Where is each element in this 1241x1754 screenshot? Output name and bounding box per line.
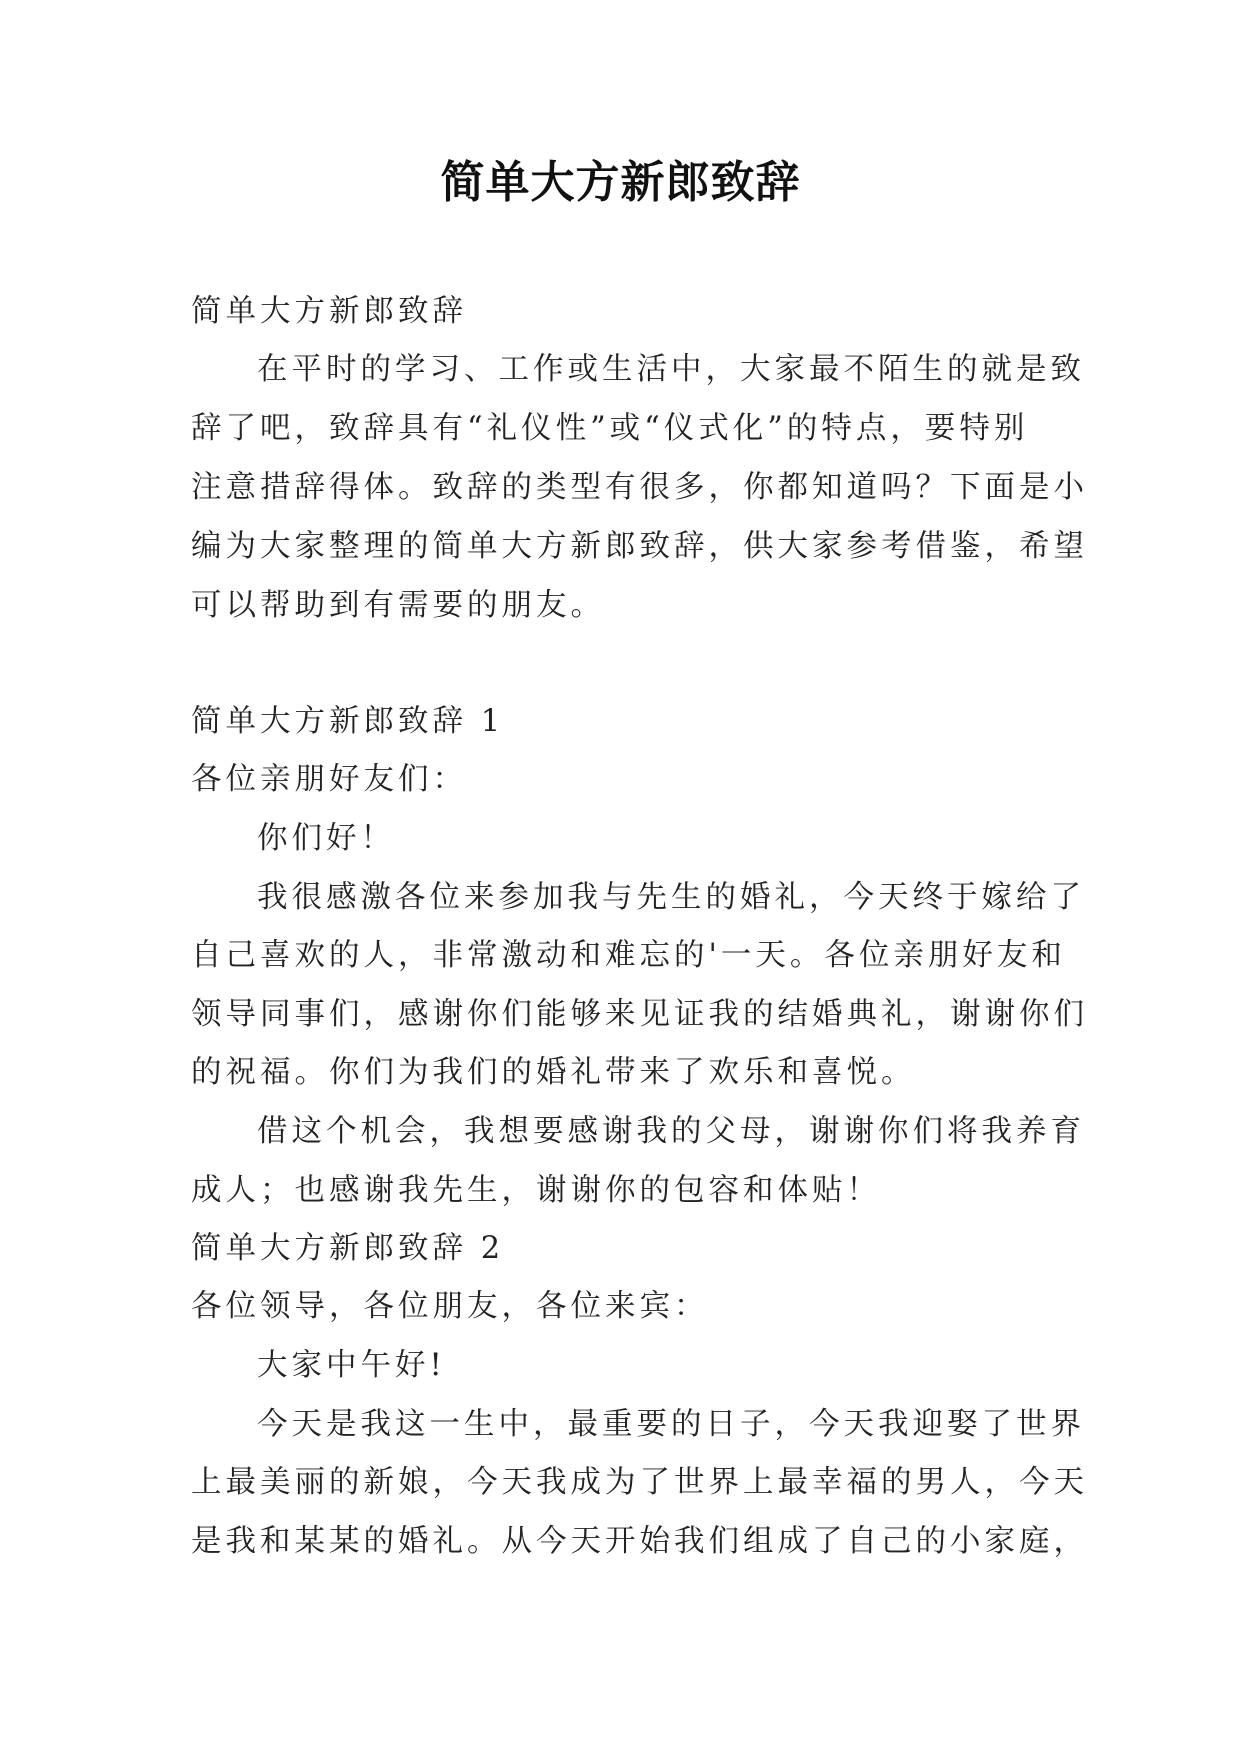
greeting-1: 你们好！ — [257, 821, 395, 856]
paragraph-line: 自己喜欢的人，非常激动和难忘的'一天。各位亲朋好友和 — [191, 938, 1066, 973]
paragraph-line: 上最美丽的新娘，今天我成为了世界上最幸福的男人，今天 — [191, 1465, 1088, 1500]
intro-line: 可以帮助到有需要的朋友。 — [191, 588, 605, 623]
section-heading-1: 简单大方新郎致辞 1 — [191, 704, 505, 739]
section-heading-2: 简单大方新郎致辞 2 — [191, 1231, 505, 1266]
paragraph-line: 领导同事们，感谢你们能够来见证我的结婚典礼，谢谢你们 — [191, 997, 1088, 1032]
document-subtitle: 简单大方新郎致辞 — [191, 294, 467, 329]
intro-line: 编为大家整理的简单大方新郎致辞，供大家参考借鉴，希望 — [191, 529, 1088, 564]
salutation-2: 各位领导，各位朋友，各位来宾： — [191, 1289, 709, 1324]
paragraph-line: 的祝福。你们为我们的婚礼带来了欢乐和喜悦。 — [191, 1055, 916, 1090]
intro-line: 辞了吧，致辞具有“礼仪性”或“仪式化”的特点，要特别 — [191, 411, 1029, 446]
salutation-1: 各位亲朋好友们： — [191, 762, 467, 797]
paragraph-line: 我很感激各位来参加我与先生的婚礼，今天终于嫁给了 — [257, 880, 1085, 915]
document-title: 简单大方新郎致辞 — [440, 157, 801, 208]
paragraph-line: 今天是我这一生中，最重要的日子，今天我迎娶了世界 — [257, 1407, 1085, 1442]
intro-line: 在平时的学习、工作或生活中，大家最不陌生的就是致 — [257, 352, 1085, 387]
paragraph-line: 是我和某某的婚礼。从今天开始我们组成了自己的小家庭， — [191, 1524, 1088, 1559]
intro-line: 注意措辞得体。致辞的类型有很多，你都知道吗？下面是小 — [191, 470, 1088, 505]
paragraph-line: 成人；也感谢我先生，谢谢你的包容和体贴！ — [191, 1173, 881, 1208]
greeting-2: 大家中午好! — [257, 1348, 446, 1383]
paragraph-line: 借这个机会，我想要感谢我的父母，谢谢你们将我养育 — [257, 1114, 1085, 1149]
